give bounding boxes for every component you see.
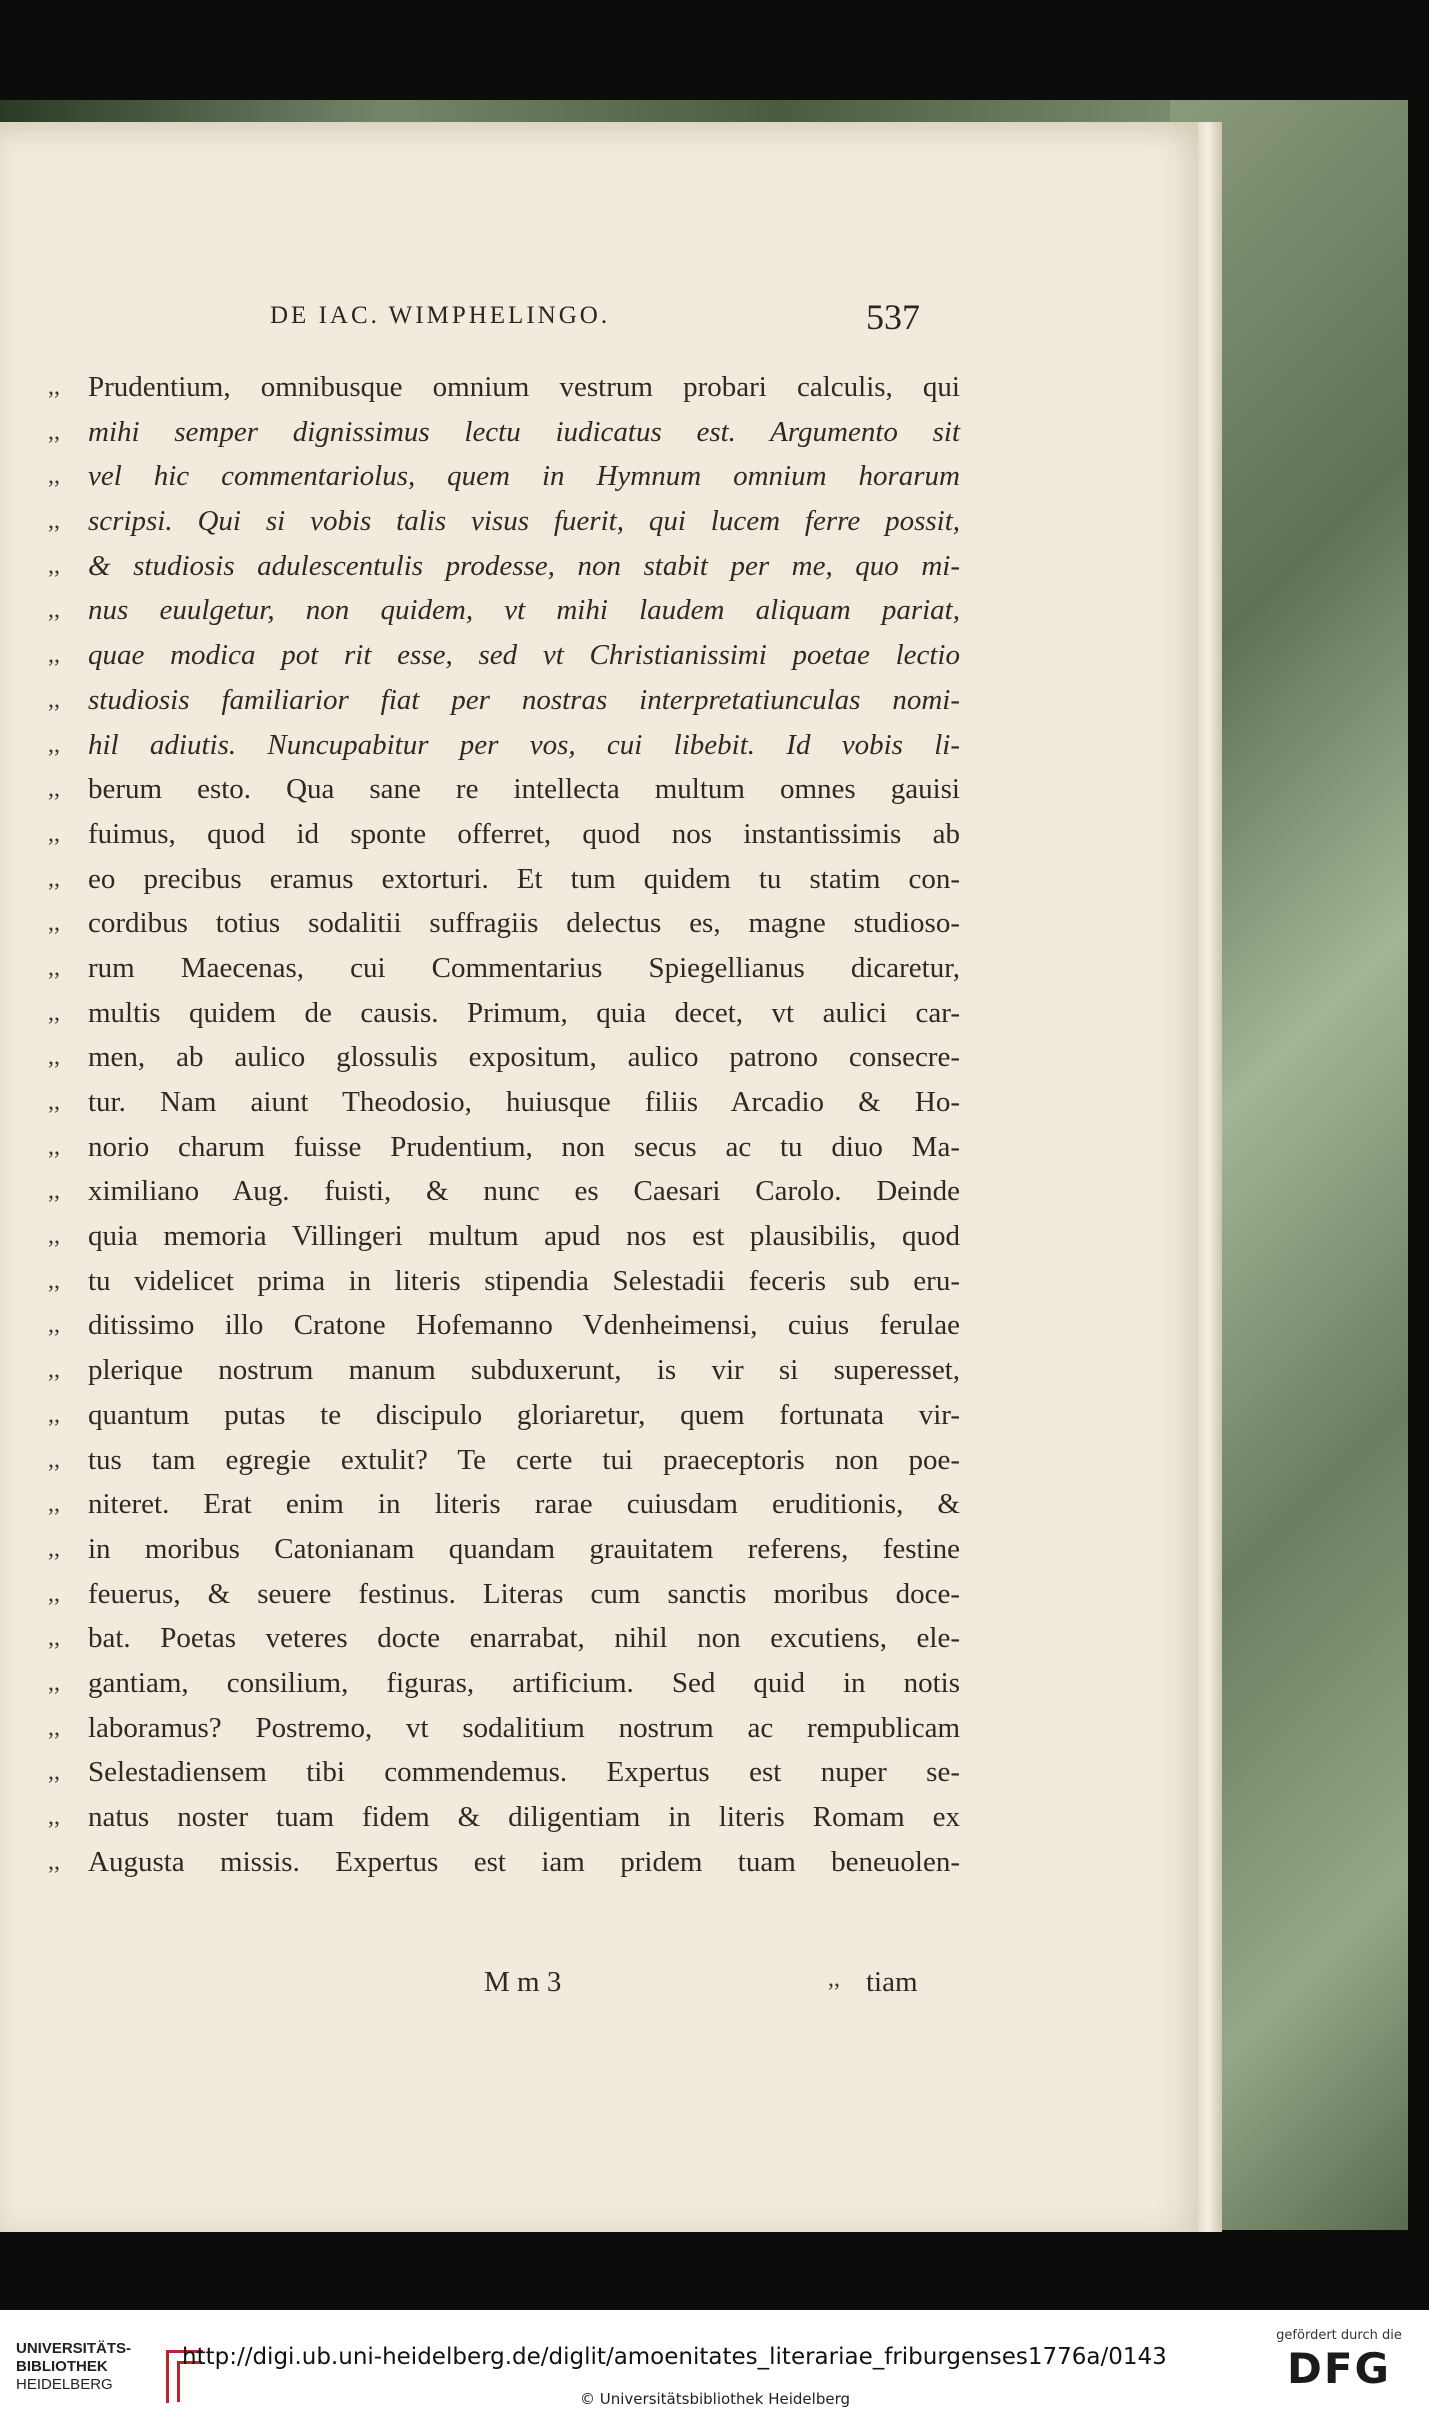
line-text: tu videlicet prima in literis stipendia Selestadii feceris sub eru- (88, 1264, 960, 1297)
quote-mark: ,, (48, 463, 60, 490)
text-line (48, 1125, 968, 1170)
line-text: in moribus Catonianam quandam grauitatem referens, festine (88, 1532, 960, 1565)
quote-mark: ,, (48, 1848, 60, 1875)
page-number: 537 (866, 297, 920, 337)
library-name-line1: UNIVERSITÄTS- (16, 2340, 132, 2357)
quote-mark: ,, (48, 418, 60, 445)
line-text: norio charum fuisse Prudentium, non secus ac tu diuo Ma- (88, 1130, 960, 1163)
quote-mark: ,, (48, 1580, 60, 1607)
text-line (48, 365, 968, 410)
text-line (48, 1706, 968, 1751)
text-line (48, 1035, 968, 1080)
line-text: Prudentium, omnibusque omnium vestrum probari calculis, qui (88, 371, 960, 403)
page-edge (1198, 122, 1222, 2232)
quote-mark: ,, (48, 999, 60, 1026)
line-text: laboramus? Postremo, vt sodalitium nostrum ac rempublicam (88, 1711, 960, 1744)
catchword: tiam (866, 1966, 918, 1998)
text-line (48, 812, 968, 857)
quote-mark: ,, (48, 1446, 60, 1473)
text-line (48, 1482, 968, 1527)
line-text: rum Maecenas, cui Commentarius Spiegellianus dicaretur, (88, 951, 960, 984)
dfg-logo: DFG (1286, 2344, 1392, 2393)
quote-mark: ,, (48, 686, 60, 713)
line-text: feuerus, & seuere festinus. Literas cum sanctis moribus doce- (88, 1577, 960, 1610)
text-line (48, 1259, 968, 1304)
line-text: vel hic commentariolus, quem in Hymnum omnium horarum (88, 460, 960, 493)
line-text: multis quidem de causis. Primum, quia decet, vt aulici car- (88, 996, 960, 1029)
quote-mark: ,, (48, 776, 60, 803)
text-line (48, 723, 968, 768)
quote-mark: ,, (48, 1714, 60, 1741)
quote-mark: ,, (48, 552, 60, 579)
text-line (48, 991, 968, 1036)
text-line (48, 1795, 968, 1840)
line-text: fuimus, quod id sponte offerret, quod nos instantissimis ab (88, 817, 960, 850)
binding-edge-top (0, 100, 1300, 122)
page-header (270, 296, 920, 356)
library-name-line3: HEIDELBERG (16, 2376, 113, 2393)
line-text: ditissimo illo Cratone Hofemanno Vdenheimensi, cuius ferulae (88, 1309, 960, 1342)
signature-line (48, 1966, 968, 2006)
quote-mark: ,, (48, 1044, 60, 1071)
text-line (48, 1572, 968, 1617)
quote-mark: ,, (48, 1089, 60, 1115)
text-line (48, 901, 968, 946)
quote-mark: ,, (48, 865, 60, 892)
text-line (48, 633, 968, 678)
line-text: & studiosis adulescentulis prodesse, non stabit per me, quo mi- (88, 549, 960, 582)
line-text: tur. Nam aiunt Theodosio, huiusque filiis Arcadio & Ho- (88, 1086, 960, 1118)
text-line (48, 678, 968, 723)
line-text: men, ab aulico glossulis expositum, aulico patrono consecre- (88, 1041, 960, 1074)
quote-mark: ,, (48, 1804, 60, 1830)
line-text: bat. Poetas veteres docte enarrabat, nihil non excutiens, ele- (88, 1622, 960, 1655)
line-text: tus tam egregie extulit? Te certe tui praeceptoris non poe- (88, 1443, 960, 1476)
text-line (48, 544, 968, 589)
line-text: cordibus totius sodalitii suffragiis delectus es, magne studioso- (88, 907, 960, 940)
text-line (48, 1840, 968, 1885)
text-line (48, 1661, 968, 1706)
copyright-notice: © Universitätsbibliothek Heidelberg (580, 2390, 851, 2408)
line-text: Augusta missis. Expertus est iam pridem tuam beneuolen- (88, 1845, 960, 1878)
quote-mark: ,, (48, 1312, 60, 1339)
quote-mark: ,, (48, 1759, 60, 1786)
line-text: quantum putas te discipulo gloriaretur, quem fortunata vir- (88, 1398, 960, 1431)
text-line (48, 454, 968, 499)
signature-mark: M m 3 (484, 1966, 562, 1998)
line-text: scripsi. Qui si vobis talis visus fuerit, qui lucem ferre possit, (88, 505, 960, 538)
line-text: plerique nostrum manum subduxerunt, is vir si superesset, (88, 1354, 960, 1387)
text-line (48, 1348, 968, 1393)
running-head: DE IAC. WIMPHELINGO. (270, 302, 611, 329)
line-text: berum esto. Qua sane re intellecta multum omnes gauisi (88, 773, 960, 806)
quote-mark: ,, (48, 1625, 60, 1652)
quote-mark: ,, (48, 1535, 60, 1562)
funder-label: gefördert durch die (1276, 2328, 1402, 2343)
text-line (48, 1303, 968, 1348)
text-line (48, 857, 968, 902)
text-line (48, 1616, 968, 1661)
quote-mark: ,, (48, 1401, 60, 1428)
text-line (48, 946, 968, 991)
quote-mark: ,, (48, 642, 60, 669)
line-text: quae modica pot rit esse, sed vt Christianissimi poetae lectio (88, 639, 960, 672)
quote-mark: ,, (48, 508, 60, 535)
quote-mark: ,, (48, 820, 60, 847)
line-text: natus noster tuam fidem & diligentiam in literis Romam ex (88, 1801, 960, 1833)
quote-mark: ,, (48, 374, 60, 400)
line-text: hil adiutis. Nuncupabitur per vos, cui libebit. Id vobis li- (88, 728, 960, 761)
text-line (48, 499, 968, 544)
quote-mark: ,, (48, 597, 60, 624)
library-name-line2: BIBLIOTHEK (16, 2358, 108, 2375)
quote-mark: ,, (48, 1223, 60, 1250)
line-text: Selestadiensem tibi commendemus. Expertus est nuper se- (88, 1756, 960, 1789)
text-line (48, 1393, 968, 1438)
quote-mark: ,, (48, 1669, 60, 1696)
quote-mark: ,, (48, 1491, 60, 1518)
catchword-quote-mark: ,, (828, 1966, 840, 1992)
quote-mark: ,, (48, 1357, 60, 1384)
permalink-url[interactable]: http://digi.ub.uni-heidelberg.de/diglit/amoenitates_literariae_friburgenses1776a/0143 (182, 2344, 1167, 2370)
quote-mark: ,, (48, 910, 60, 937)
line-text: niteret. Erat enim in literis rarae cuiusdam eruditionis, & (88, 1488, 960, 1521)
funder-logo (1264, 2328, 1414, 2408)
quote-mark: ,, (48, 1133, 60, 1160)
text-line (48, 1214, 968, 1259)
line-text: eo precibus eramus extorturi. Et tum quidem tu statim con- (88, 862, 960, 895)
text-line (48, 1438, 968, 1483)
line-text: ximiliano Aug. fuisti, & nunc es Caesari Carolo. Deinde (88, 1175, 960, 1208)
text-line (48, 410, 968, 455)
line-text: quia memoria Villingeri multum apud nos est plausibilis, quod (88, 1220, 960, 1253)
line-text: gantiam, consilium, figuras, artificium. Sed quid in notis (88, 1666, 960, 1699)
viewer-footer (0, 2310, 1429, 2414)
text-line (48, 1750, 968, 1795)
line-text: mihi semper dignissimus lectu iudicatus est. Argumento sit (88, 415, 960, 448)
text-line (48, 1169, 968, 1214)
text-line (48, 767, 968, 812)
line-text: studiosis familiarior fiat per nostras interpretatiunculas nomi- (88, 683, 960, 716)
quote-mark: ,, (48, 731, 60, 758)
text-line (48, 588, 968, 633)
quote-mark: ,, (48, 954, 60, 981)
quote-mark: ,, (48, 1178, 60, 1205)
text-line (48, 1527, 968, 1572)
line-text: nus euulgetur, non quidem, vt mihi laudem aliquam pariat, (88, 594, 960, 627)
body-text (48, 365, 968, 1884)
quote-mark: ,, (48, 1267, 60, 1294)
text-line (48, 1080, 968, 1125)
